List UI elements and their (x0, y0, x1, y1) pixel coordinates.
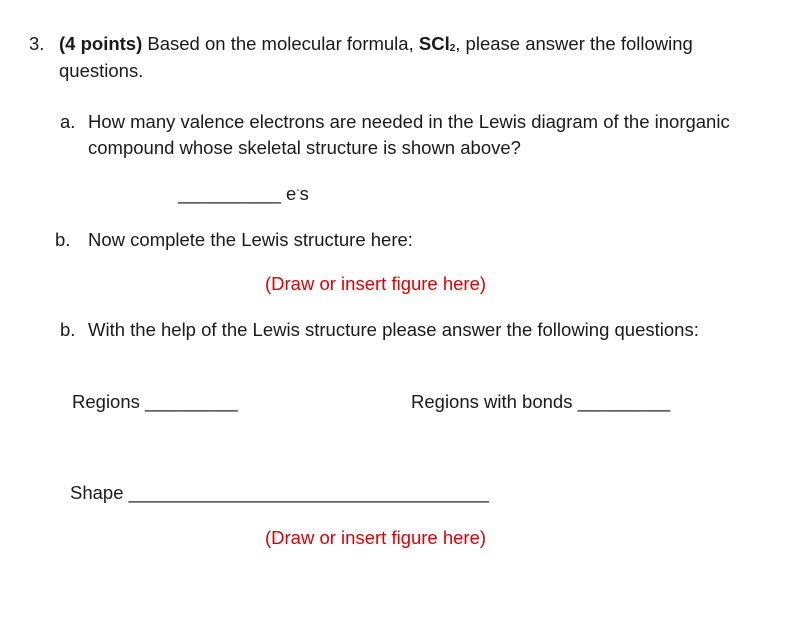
electron-unit: e-s (280, 183, 309, 204)
regions-blank[interactable]: _________ (145, 391, 238, 412)
part-a-text-line1: How many valence electrons are needed in the Lewis diagram of the inorganic (88, 111, 730, 132)
part-a-text-line2: compound whose skeletal structure is shown above? (88, 137, 521, 158)
valence-electrons-answer[interactable] (178, 183, 309, 205)
part-b2-label: b. (60, 319, 76, 340)
question-points: (4 points) (59, 33, 143, 54)
shape-field[interactable] (70, 482, 489, 504)
question-intro-text-after: , please answer the following (455, 33, 693, 54)
regions-with-bonds-label: Regions with bonds (411, 391, 573, 412)
regions-label: Regions (72, 391, 140, 412)
question-intro-line2: questions. (59, 60, 144, 81)
molecular-formula: SCl$_2$ (418, 33, 456, 54)
figure-placeholder-lewis[interactable]: (Draw or insert figure here) (265, 273, 487, 294)
regions-field[interactable] (72, 391, 238, 413)
part-a-label: a. (60, 111, 76, 132)
regions-with-bonds-field[interactable] (411, 391, 670, 413)
question-intro-line1 (59, 33, 693, 55)
question-number: 3. (29, 33, 45, 54)
answer-blank[interactable]: __________ (178, 183, 281, 204)
regions-with-bonds-blank[interactable]: _________ (577, 391, 671, 412)
shape-blank[interactable]: ___________________________________ (128, 482, 489, 503)
shape-label: Shape (70, 482, 124, 503)
question-intro-text: Based on the molecular formula, (142, 33, 419, 54)
part-b1-label: b. (55, 229, 71, 250)
figure-placeholder-shape[interactable]: (Draw or insert figure here) (265, 527, 487, 548)
part-b2-text: With the help of the Lewis structure please answer the following questions: (88, 319, 699, 340)
part-b1-text: Now complete the Lewis structure here: (88, 229, 413, 250)
